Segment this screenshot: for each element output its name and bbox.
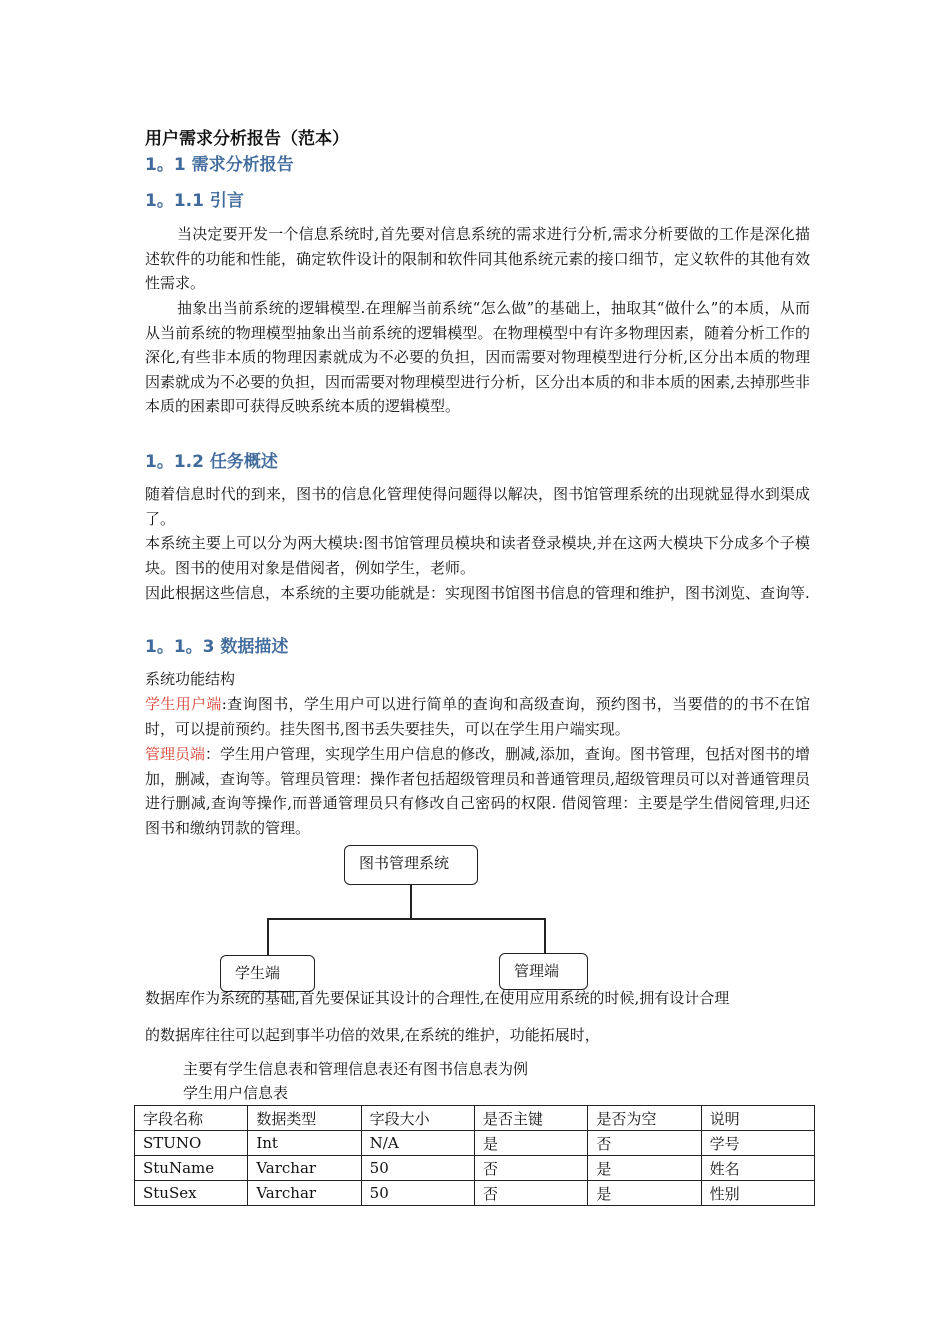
table-cell: STUNO — [135, 1131, 248, 1156]
database-paragraph-line-2: 的数据库往往可以起到事半功倍的效果,在系统的维护，功能拓展时， — [145, 1026, 600, 1044]
table-cell: 否 — [474, 1181, 587, 1206]
student-client-label: 学生用户端 — [145, 695, 222, 713]
overview-paragraph-2: 本系统主要上可以分为两大模块:图书馆管理员模块和读者登录模块,并在这两大模块下分成多个子模块。图书的使用对象是借阅者，例如学生，老师。 — [145, 534, 810, 577]
student-user-table — [134, 1105, 815, 1206]
diagram-node-student: 学生端 — [220, 955, 315, 992]
table-row — [135, 1131, 815, 1156]
connector-right-down — [544, 918, 546, 953]
diagram-node-root: 图书管理系统 — [344, 845, 478, 885]
table-cell: 学号 — [701, 1131, 814, 1156]
admin-client-label: 管理员端 — [145, 745, 206, 763]
system-structure-diagram — [0, 840, 950, 1000]
table-cell: Int — [248, 1131, 361, 1156]
table-cell: StuSex — [135, 1181, 248, 1206]
table-header-cell: 是否为空 — [588, 1106, 701, 1131]
admin-client-text: ：学生用户管理，实现学生用户信息的修改，删减,添加，查询。图书管理，包括对图书的增加，删减，查询等。管理员管理：操作者包括超级管理员和普通管理员,超级管理员可以对普通管理员进行删减,查询等操作,而普通管理员只有修改自己密码的权限. 借阅管理：主要是学生借阅管理,归还图书和缴纳罚款的管理。 — [145, 745, 810, 837]
heading-1-1-2: 1。1.2 任务概述 — [145, 452, 278, 472]
table-row — [135, 1181, 815, 1206]
table-header-cell: 字段大小 — [361, 1106, 474, 1131]
connector-root-down — [410, 885, 412, 919]
table-cell: 50 — [361, 1181, 474, 1206]
intro-paragraph-1: 当决定要开发一个信息系统时,首先要对信息系统的需求进行分析,需求分析要做的工作是深化描述软件的功能和性能，确定软件设计的限制和软件同其他系统元素的接口细节，定义软件的其他有效性需求。 — [145, 225, 810, 292]
connector-horizontal — [267, 918, 545, 920]
table-cell: Varchar — [248, 1181, 361, 1206]
diagram-node-admin: 管理端 — [499, 953, 588, 990]
table-row — [135, 1156, 815, 1181]
table-caption: 学生用户信息表 — [183, 1084, 289, 1102]
tables-intro: 主要有学生信息表和管理信息表还有图书信息表为例 — [183, 1060, 529, 1078]
table-cell: 否 — [588, 1131, 701, 1156]
admin-client-paragraph — [145, 742, 810, 840]
table-cell: 姓名 — [701, 1156, 814, 1181]
table-cell: N/A — [361, 1131, 474, 1156]
document-title: 用户需求分析报告（范本） — [145, 129, 349, 149]
student-client-text: :查询图书，学生用户可以进行简单的查询和高级查询，预约图书，当要借的的书不在馆时，可以提前预约。挂失图书,图书丢失要挂失，可以在学生用户端实现。 — [145, 695, 810, 738]
structure-label: 系统功能结构 — [145, 670, 236, 688]
table-cell: 50 — [361, 1156, 474, 1181]
table-cell: 是 — [588, 1156, 701, 1181]
table-cell: StuName — [135, 1156, 248, 1181]
overview-paragraph-3: 因此根据这些信息，本系统的主要功能就是：实现图书馆图书信息的管理和维护，图书浏览、查询等. — [145, 584, 810, 602]
intro-paragraph-2: 抽象出当前系统的逻辑模型.在理解当前系统“怎么做”的基础上，抽取其“做什么”的本质，从而从当前系统的物理模型抽象出当前系统的逻辑模型。在物理模型中有许多物理因素，随着分析工作的深化,有些非本质的物理因素就成为不必要的负担，因而需要对物理模型进行分析,区分出本质的物理因素就成为不必要的负担，因而需要对物理模型进行分析，区分出本质的和非本质的困素,去掉那些非本质的困素即可获得反映系统本质的逻辑模型。 — [145, 299, 810, 415]
table-header-cell: 是否主键 — [474, 1106, 587, 1131]
heading-1-1-1: 1。1.1 引言 — [145, 191, 244, 211]
heading-1-1: 1。1 需求分析报告 — [145, 155, 294, 175]
table-cell: 是 — [474, 1131, 587, 1156]
table-cell: 性别 — [701, 1181, 814, 1206]
table-header-cell: 说明 — [701, 1106, 814, 1131]
overview-paragraph-1: 随着信息时代的到来，图书的信息化管理使得问题得以解决，图书馆管理系统的出现就显得水到渠成了。 — [145, 485, 810, 528]
table-cell: Varchar — [248, 1156, 361, 1181]
table-cell: 是 — [588, 1181, 701, 1206]
heading-1-1-3: 1。1。3 数据描述 — [145, 637, 289, 657]
table-cell: 否 — [474, 1156, 587, 1181]
table-header-row — [135, 1106, 815, 1131]
connector-left-down — [267, 918, 269, 955]
student-client-paragraph — [145, 692, 810, 741]
database-paragraph-line-1: 数据库作为系统的基础,首先要保证其设计的合理性,在使用应用系统的时候,拥有设计合理 — [145, 989, 730, 1007]
table-header-cell: 字段名称 — [135, 1106, 248, 1131]
table-header-cell: 数据类型 — [248, 1106, 361, 1131]
